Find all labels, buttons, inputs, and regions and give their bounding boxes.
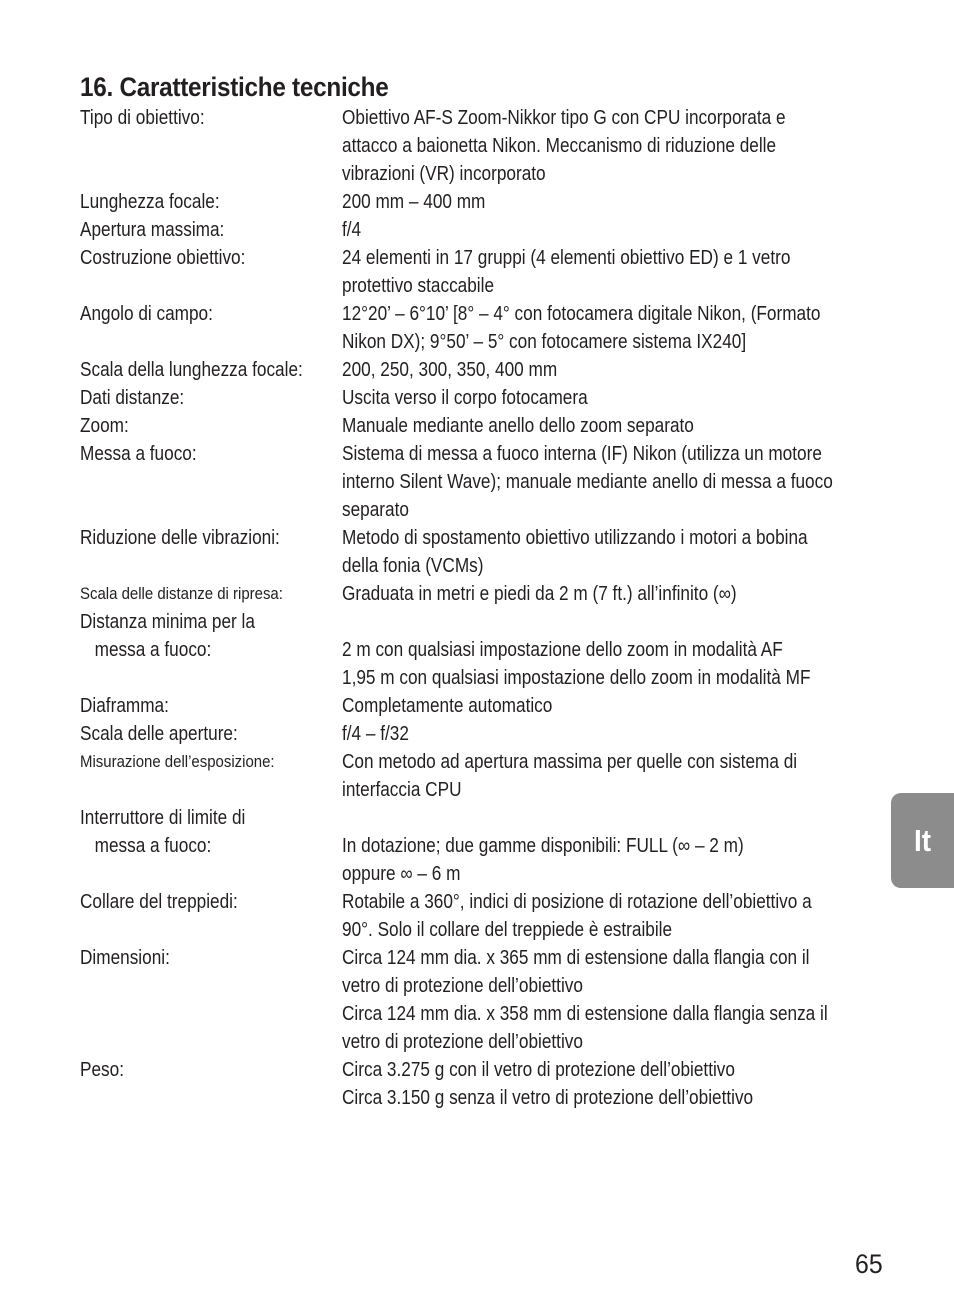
spec-value-line: 90°. Solo il collare del treppiede è estraibile xyxy=(342,919,673,941)
spec-label: Scala della lunghezza focale: xyxy=(80,359,303,381)
spec-row-focus-limit-switch xyxy=(80,804,870,888)
spec-label: Distanza minima per la xyxy=(80,611,255,633)
spec-label: Tipo di obiettivo: xyxy=(80,107,205,129)
spec-label: Diaframma: xyxy=(80,695,169,717)
spec-value-line: attacco a baionetta Nikon. Meccanismo di riduzione delle xyxy=(342,135,777,157)
spec-value-line: oppure ∞ – 6 m xyxy=(342,863,461,885)
spec-value-line: Circa 3.275 g con il vetro di protezione dell’obiettivo xyxy=(342,1059,735,1081)
spec-value-line: della fonia (VCMs) xyxy=(342,555,484,577)
spec-value-line: vetro di protezione dell’obiettivo xyxy=(342,975,583,997)
spec-label: Zoom: xyxy=(80,415,129,437)
spec-value-line: Circa 3.150 g senza il vetro di protezione dell’obiettivo xyxy=(342,1087,754,1109)
spec-value-line: 12°20’ – 6°10’ [8° – 4° con fotocamera digitale Nikon, (Formato xyxy=(342,303,821,325)
spec-row-focal-length xyxy=(80,188,870,216)
spec-value-line: 2 m con qualsiasi impostazione dello zoom in modalità AF xyxy=(342,639,783,661)
spec-label: Scala delle distanze di ripresa: xyxy=(80,584,283,603)
spec-value-line: Circa 124 mm dia. x 365 mm di estensione dalla flangia con il xyxy=(342,947,810,969)
spec-label: Misurazione dell’esposizione: xyxy=(80,752,275,771)
spec-value-line: Nikon DX); 9°50’ – 5° con fotocamere sistema IX240] xyxy=(342,331,747,353)
spec-value-line: f/4 – f/32 xyxy=(342,723,409,745)
spec-value-line: interfaccia CPU xyxy=(342,779,462,801)
spec-value-spacer xyxy=(342,608,796,636)
spec-value-line: Obiettivo AF-S Zoom-Nikkor tipo G con CPU incorporata e xyxy=(342,107,786,129)
spec-row-angle-of-view xyxy=(80,300,870,356)
language-tab-label: It xyxy=(913,822,932,858)
spec-value-line: f/4 xyxy=(342,219,362,241)
spec-row-lens-construction xyxy=(80,244,870,300)
spec-value-line: Con metodo ad apertura massima per quelle con sistema di xyxy=(342,751,798,773)
spec-row-distance-info xyxy=(80,384,870,412)
spec-label: Scala delle aperture: xyxy=(80,723,238,745)
spec-value-line: Manuale mediante anello dello zoom separato xyxy=(342,415,694,437)
spec-row-max-aperture xyxy=(80,216,870,244)
spec-row-focal-length-scale xyxy=(80,356,870,384)
spec-label: Messa a fuoco: xyxy=(80,443,197,465)
spec-value-line: vetro di protezione dell’obiettivo xyxy=(342,1031,583,1053)
spec-row-tripod-collar xyxy=(80,888,870,944)
spec-value-line: 24 elementi in 17 gruppi (4 elementi obiettivo ED) e 1 vetro xyxy=(342,247,791,269)
spec-label: Riduzione delle vibrazioni: xyxy=(80,527,280,549)
spec-label: Apertura massima: xyxy=(80,219,225,241)
spec-row-diaphragm xyxy=(80,692,870,720)
spec-value-line: interno Silent Wave); manuale mediante anello di messa a fuoco xyxy=(342,471,833,493)
spec-row-zoom xyxy=(80,412,870,440)
spec-value-spacer xyxy=(342,804,796,832)
spec-row-vibration-reduction xyxy=(80,524,870,580)
spec-value-line: Completamente automatico xyxy=(342,695,553,717)
spec-row-lens-type xyxy=(80,104,870,188)
spec-row-min-focus-distance xyxy=(80,608,870,692)
spec-label: Collare del treppiedi: xyxy=(80,891,238,913)
spec-value-line: protettivo staccabile xyxy=(342,275,495,297)
spec-label: Dimensioni: xyxy=(80,947,170,969)
spec-value-line: separato xyxy=(342,499,409,521)
spec-value-line: Metodo di spostamento obiettivo utilizzando i motori a bobina xyxy=(342,527,808,549)
spec-value-line: 1,95 m con qualsiasi impostazione dello zoom in modalità MF xyxy=(342,667,811,689)
spec-value-line: Sistema di messa a fuoco interna (IF) Nikon (utilizza un motore xyxy=(342,443,822,465)
spec-label: Peso: xyxy=(80,1059,124,1081)
specifications-list xyxy=(80,104,870,1112)
spec-value-line: vibrazioni (VR) incorporato xyxy=(342,163,546,185)
spec-value-line: 200, 250, 300, 350, 400 mm xyxy=(342,359,558,381)
spec-value-line: In dotazione; due gamme disponibili: FULL (∞ – 2 m) xyxy=(342,835,744,857)
spec-value-line: Uscita verso il corpo fotocamera xyxy=(342,387,588,409)
spec-label: Angolo di campo: xyxy=(80,303,213,325)
spec-row-weight xyxy=(80,1056,870,1112)
spec-label-continued: messa a fuoco: xyxy=(94,835,212,857)
spec-label: Interruttore di limite di xyxy=(80,807,246,829)
page-title: 16. Caratteristiche tecniche xyxy=(80,72,389,102)
spec-label-continued: messa a fuoco: xyxy=(94,639,212,661)
spec-row-exposure-metering xyxy=(80,748,870,804)
spec-label: Dati distanze: xyxy=(80,387,185,409)
page-number: 65 xyxy=(855,1249,883,1279)
spec-row-focusing xyxy=(80,440,870,524)
spec-label: Costruzione obiettivo: xyxy=(80,247,246,269)
spec-value-line: Circa 124 mm dia. x 358 mm di estensione dalla flangia senza il xyxy=(342,1003,828,1025)
spec-row-shooting-distance-scale xyxy=(80,580,870,608)
spec-value-line: Graduata in metri e piedi da 2 m (7 ft.) all’infinito (∞) xyxy=(342,583,737,605)
language-tab xyxy=(891,793,954,888)
spec-value-line: 200 mm – 400 mm xyxy=(342,191,486,213)
spec-row-dimensions xyxy=(80,944,870,1056)
spec-value-line: Rotabile a 360°, indici di posizione di rotazione dell’obiettivo a xyxy=(342,891,812,913)
spec-row-aperture-scale xyxy=(80,720,870,748)
spec-label: Lunghezza focale: xyxy=(80,191,220,213)
